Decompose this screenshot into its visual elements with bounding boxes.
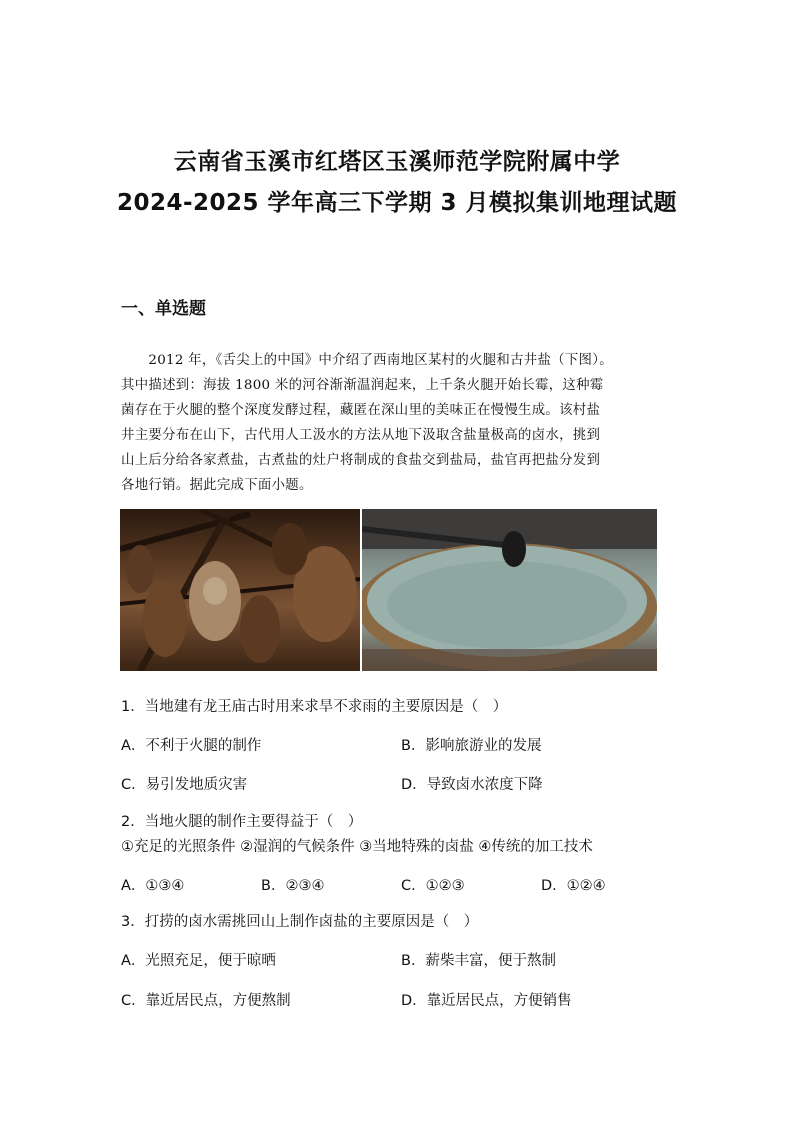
question-3-stem: 3．打捞的卤水需挑回山上制作卤盐的主要原因是（ ）	[121, 914, 479, 930]
q1-option-a[interactable]: A．不利于火腿的制作	[121, 738, 262, 754]
q2-option-a[interactable]: A．①③④	[121, 878, 185, 894]
question-2-statements: ①充足的光照条件 ②湿润的气候条件 ③当地特殊的卤盐 ④传统的加工技术	[121, 839, 593, 855]
figure-photos	[120, 509, 657, 671]
q1-option-c[interactable]: C．易引发地质灾害	[121, 777, 248, 793]
q2-option-d[interactable]: D．①②④	[541, 878, 606, 894]
passage-line: 菌存在于火腿的整个深度发酵过程，藏匿在深山里的美味正在慢慢生成。该村盐	[121, 403, 601, 418]
hanging-hams-photo	[120, 509, 360, 671]
question-2-stem: 2．当地火腿的制作主要得益于（ ）	[121, 814, 363, 830]
passage-line: 山上后分给各家煮盐，古煮盐的灶户将制成的食盐交到盐局，盐官再把盐分发到	[121, 453, 601, 468]
q1-option-d[interactable]: D．导致卤水浓度下降	[401, 777, 543, 793]
q2-option-b[interactable]: B．②③④	[261, 878, 325, 894]
q3-option-b[interactable]: B．薪柴丰富，便于熬制	[401, 953, 556, 969]
document-title-line1: 云南省玉溪市红塔区玉溪师范学院附属中学	[173, 149, 621, 175]
q3-option-d[interactable]: D．靠近居民点，方便销售	[401, 993, 572, 1009]
document-title-line2: 2024-2025 学年高三下学期 3 月模拟集训地理试题	[116, 190, 678, 216]
passage-line: 井主要分布在山下，古代用人工汲水的方法从地下汲取含盐量极高的卤水，挑到	[121, 428, 601, 443]
passage-line: 其中描述到：海拔 1800 米的河谷渐渐温润起来，上千条火腿开始长霉，这种霉	[121, 378, 604, 393]
section-heading: 一、单选题	[121, 299, 206, 319]
passage-line: 2012 年，《舌尖上的中国》中介绍了西南地区某村的火腿和古井盐（下图）。	[121, 353, 613, 368]
passage-line: 各地行销。据此完成下面小题。	[121, 478, 313, 493]
salt-boiling-pan-photo	[362, 509, 657, 671]
q3-option-c[interactable]: C．靠近居民点，方便熬制	[121, 993, 291, 1009]
q1-option-b[interactable]: B．影响旅游业的发展	[401, 738, 542, 754]
q3-option-a[interactable]: A．光照充足，便于晾晒	[121, 953, 276, 969]
question-1-stem: 1．当地建有龙王庙古时用来求旱不求雨的主要原因是（ ）	[121, 699, 508, 715]
q2-option-c[interactable]: C．①②③	[401, 878, 465, 894]
